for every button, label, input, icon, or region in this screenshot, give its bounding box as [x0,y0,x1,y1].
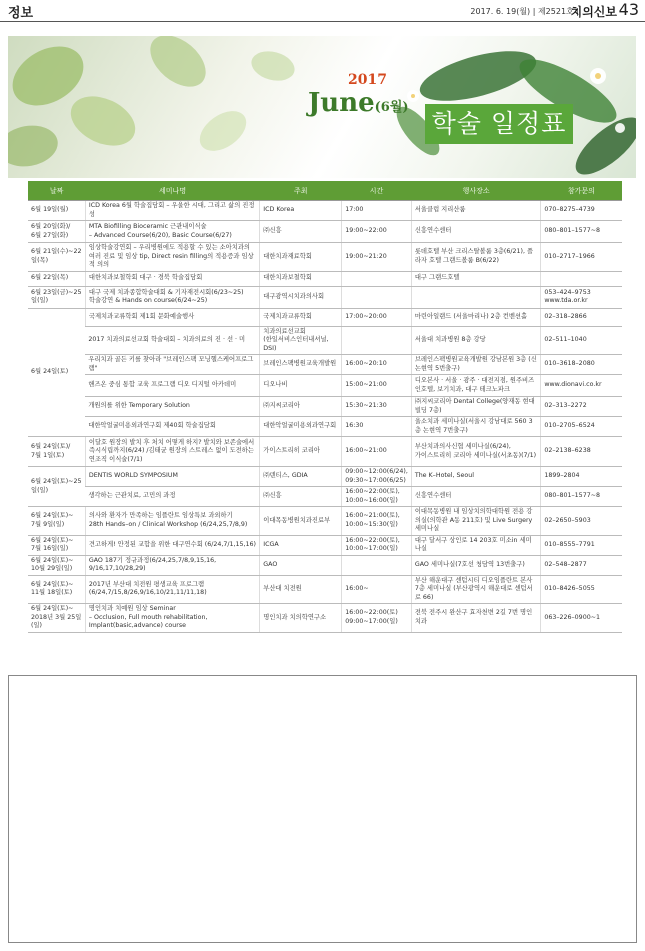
cell-contact: 053–424–9753 www.tda.or.kr [541,286,622,308]
cell-host: 부산대 치전원 [260,575,342,604]
cell-contact: www.dionavi.co.kr [541,375,622,397]
table-row [28,397,622,417]
cell-date: 6월 24일(토)~ 2018년 3월 25일(일) [28,604,85,633]
masthead [0,0,645,22]
cell-contact: 010–2717–1966 [541,243,622,272]
masthead-divider [0,21,645,22]
cell-seminar: 2017 치과의료선교회 학술대회 – 치과의료의 진 · 선 · 미 [85,326,259,355]
cell-venue: 대구 그랜드호텔 [411,271,541,286]
table-row [28,286,622,308]
schedule-title: 학술 일정표 [425,104,573,144]
cell-date: 6월 23일(금)~25일(일) [28,286,85,308]
cell-seminar: 우리치과 골든 키를 찾아라 "브레인스팩 모닝헬스케어프로그램" [85,355,259,375]
cell-date: 6월 24일(토)~25일(일) [28,467,85,507]
cell-time: 17:00 [342,201,412,221]
cell-seminar: DENTIS WORLD SYMPOSIUM [85,467,259,487]
cell-venue: 디오본사 · 서울 · 광주 · 대전지점, 원주비즈인호텔, 보기치과, 대구 테크노파크 [411,375,541,397]
cell-venue: 대구 달서구 상인로 14 203호 미소in 세미나실 [411,535,541,555]
cell-time: 16:30 [342,417,412,437]
cell-host: 디오나비 [260,375,342,397]
cell-seminar: 임상학술강연회 – 우리병원에도 적용할 수 있는 소아치과의 여러 진료 및 임상 tip, Direct resin filling의 적용증과 임상적 의의 [85,243,259,272]
cell-venue: 서울대 치과병원 8층 강당 [411,326,541,355]
cell-time [342,326,412,355]
cell-host: 명인치과 치의학연구소 [260,604,342,633]
cell-seminar: ICD Korea 6월 학술집담회 – 우울한 시대, 그리고 삶의 진정성 [85,201,259,221]
cell-seminar: 대구 국제 치과종합학술대회 & 기자재전시회(6/23~25) 학술강연 & Hands on course(6/24~25) [85,286,259,308]
table-row [28,308,622,326]
cell-contact: 1899–2804 [541,467,622,487]
cell-host: ICD Korea [260,201,342,221]
cell-contact: 02–313–2272 [541,397,622,417]
cell-venue: 전북 전주시 완산구 효자천변 2길 7번 명인치과 [411,604,541,633]
cell-host: 브레인스팩병원교육개발원 [260,355,342,375]
month-suffix: (6월) [374,100,409,115]
cell-host: 국제치과교류학회 [260,308,342,326]
cell-host: ㈜덴티스, GDIA [260,467,342,487]
cell-venue: ㈜지씨코리아 Dental College(양재동 현대 빌딩 7층) [411,397,541,417]
cell-contact: 02–318–2866 [541,308,622,326]
cell-venue: The K–Hotel, Seoul [411,467,541,487]
seminar-schedule-table [28,181,622,633]
table-row [28,507,622,536]
column-header-time: 시간 [342,181,412,201]
page-number: 43 [618,0,639,19]
table-row [28,487,622,507]
cell-contact: 02–548–2877 [541,555,622,575]
cell-time: 16:00~20:10 [342,355,412,375]
cell-time: 16:00~22:00(토), 10:00~16:00(일) [342,487,412,507]
cell-time: 16:00~21:00(토), 10:00~15:30(일) [342,507,412,536]
table-row [28,535,622,555]
cell-venue: 이대목동병원 내 임상치의학대학원 전용 강의실(의학관 A동 211호) 및 Live Surgery 세미나실 [411,507,541,536]
cell-seminar: MTA Biofilling Bioceramic 근관내이식술 – Advanced Course(6/20), Basic Course(6/27) [85,221,259,243]
column-header-host: 주최 [260,181,342,201]
cell-date: 6월 24일(토)~ 7월 16일(일) [28,535,85,555]
column-header-contact: 참가문의 [541,181,622,201]
cell-time [342,286,412,308]
month-name: June [308,88,375,118]
cell-seminar: 명인치과 치예원 임상 Seminar – Occlusion, Full mouth rehabilitation, Implant(basic,advance) course [85,604,259,633]
cell-time: 15:30~21:30 [342,397,412,417]
cell-seminar: 국제치과교류학회 제1회 문화예술행사 [85,308,259,326]
cell-contact: 02–511–1040 [541,326,622,355]
cell-contact: 02–2650–5903 [541,507,622,536]
cell-seminar: 핸즈온 중심 통합 교육 프로그램 디오 디지털 아카데미 [85,375,259,397]
cell-contact: 063–226–0900~1 [541,604,622,633]
cell-host: ㈜신흥 [260,487,342,507]
cell-contact: 010–2705–6524 [541,417,622,437]
table-row [28,243,622,272]
cell-time: 16:00~22:00(토) 09:00~17:00(일) [342,604,412,633]
cell-venue: 마린아일랜드 (서울마리나) 2층 컨벤션홀 [411,308,541,326]
cell-date: 6월 24일(토)~ 11월 18일(토) [28,575,85,604]
cell-venue: 신흥연수센터 [411,487,541,507]
cell-host: 대구광역시치과의사회 [260,286,342,308]
table-header-row [28,181,622,201]
cell-time: 17:00~20:00 [342,308,412,326]
table-row [28,375,622,397]
cell-date: 6월 21일(수)~22일(목) [28,243,85,272]
cell-contact: 010–3618–2080 [541,355,622,375]
table-row [28,355,622,375]
cell-seminar: 이달호 원장의 발치 후 처치 어떻게 하지? 발치와 보존술에서 즉시식립까지(6/24) /김태균 원장의 스트레스 없이 도전하는 연조직 이식술(7/1) [85,437,259,467]
table-row [28,555,622,575]
empty-ad-box [8,675,637,943]
cell-seminar: 개원의를 위한 Temporary Solution [85,397,259,417]
cell-venue: 서울클럽 지리산룸 [411,201,541,221]
cell-time: 15:00~21:00 [342,375,412,397]
cell-venue [411,286,541,308]
issue-info: 2017. 6. 19(월) | 제2521호 | [470,7,579,16]
cell-time: 09:00~12:00(6/24), 09:30~17:00(6/25) [342,467,412,487]
cell-venue: 부산 해운대구 센텀시티 디오임플란트 본사 7층 세미나실 (부산광역시 해운대로 센텀서로 66) [411,575,541,604]
schedule-month [308,88,409,118]
cell-contact: 010–8426–5055 [541,575,622,604]
cell-time: 16:00~ [342,575,412,604]
cell-contact: 080–801–1577~8 [541,487,622,507]
table-row [28,437,622,467]
cell-host: 이대목동병원치과진료부 [260,507,342,536]
table-row [28,271,622,286]
cell-date: 6월 24일(토)~ 7월 9일(일) [28,507,85,536]
cell-time: 16:00~21:00 [342,437,412,467]
column-header-seminar: 세미나명 [85,181,259,201]
cell-host: GAO [260,555,342,575]
column-header-venue: 행사장소 [411,181,541,201]
cell-seminar: 2017년 부산대 치전원 평생교육 프로그램 (6/24,7/15,8/26,9/16,10/21,11/11,18) [85,575,259,604]
cell-seminar: 대한치과보철학회 대구 · 경북 학술집담회 [85,271,259,286]
newspaper-title: 치의신보 [570,5,617,19]
cell-seminar: 견고하게! 안정된 교합을 위한 대구연수회 (6/24,7/1,15,16) [85,535,259,555]
cell-contact [541,271,622,286]
cell-venue: 울소치과 세미나실(서울시 강남대로 560 3층 논현역 7번출구) [411,417,541,437]
cell-host: 대한악얼굴미용외과연구회 [260,417,342,437]
cell-host: 치과의료선교회 (한일서비스인터내셔널, DSI) [260,326,342,355]
cell-date: 6월 20일(화)/ 6월 27일(화) [28,221,85,243]
cell-host: ㈜신흥 [260,221,342,243]
cell-host: 가이스트리히 코리아 [260,437,342,467]
cell-contact: 02–2138–6238 [541,437,622,467]
cell-venue: 부산치과의사신협 세미나실(6/24), 가이스트리히 코리아 세미나실(서초동)(7/1) [411,437,541,467]
cell-seminar: GAO 187기 정규과정(6/24,25,7/8,9,15,16, 9/16,17,10/28,29) [85,555,259,575]
table-row [28,467,622,487]
cell-contact: 080–801–1577~8 [541,221,622,243]
cell-time [342,555,412,575]
cell-time: 19:00~21:20 [342,243,412,272]
table-row [28,326,622,355]
cell-host: 대한치과보철학회 [260,271,342,286]
cell-host: 대한치과재료학회 [260,243,342,272]
table-row [28,201,622,221]
cell-seminar: 대한악얼굴미용외과연구회 제40회 학술집담회 [85,417,259,437]
cell-seminar: 생각하는 근관치료, 고민의 과정 [85,487,259,507]
cell-date: 6월 24일(토)/ 7월 1일(토) [28,437,85,467]
cell-date: 6월 24일(토)~ 10월 29일(일) [28,555,85,575]
table-row [28,221,622,243]
table-row [28,604,622,633]
column-header-date: 날짜 [28,181,85,201]
table-row [28,575,622,604]
cell-venue: GAO 세미나실(7호선 청담역 13번출구) [411,555,541,575]
cell-host: ㈜지씨코리아 [260,397,342,417]
cell-date: 6월 19일(월) [28,201,85,221]
cell-host: ICGA [260,535,342,555]
cell-venue: 롯데호텔 부산 크리스탈볼룸 3층(6/21), 플라자 호텔 그랜드볼룸 B(6/22) [411,243,541,272]
table-row [28,417,622,437]
cell-contact: 070–8275–4739 [541,201,622,221]
cell-time: 16:00~22:00(토), 10:00~17:00(일) [342,535,412,555]
section-label: 정보 [8,6,34,21]
cell-date: 6월 24일(토) [28,308,85,437]
schedule-year: 2017 [348,72,387,88]
cell-contact: 010–8555–7791 [541,535,622,555]
cell-venue: 신흥연수센터 [411,221,541,243]
cell-time: 19:00~22:00 [342,221,412,243]
cell-seminar: 의사와 환자가 만족하는 임플란트 임상특보 과외하기 28th Hands–on / Clinical Workshop (6/24,25,7/8,9) [85,507,259,536]
cell-date: 6월 22일(목) [28,271,85,286]
cell-venue: 브레인스팩병원교육개발원 강남본원 3층 (신논현역 5번출구) [411,355,541,375]
cell-time [342,271,412,286]
